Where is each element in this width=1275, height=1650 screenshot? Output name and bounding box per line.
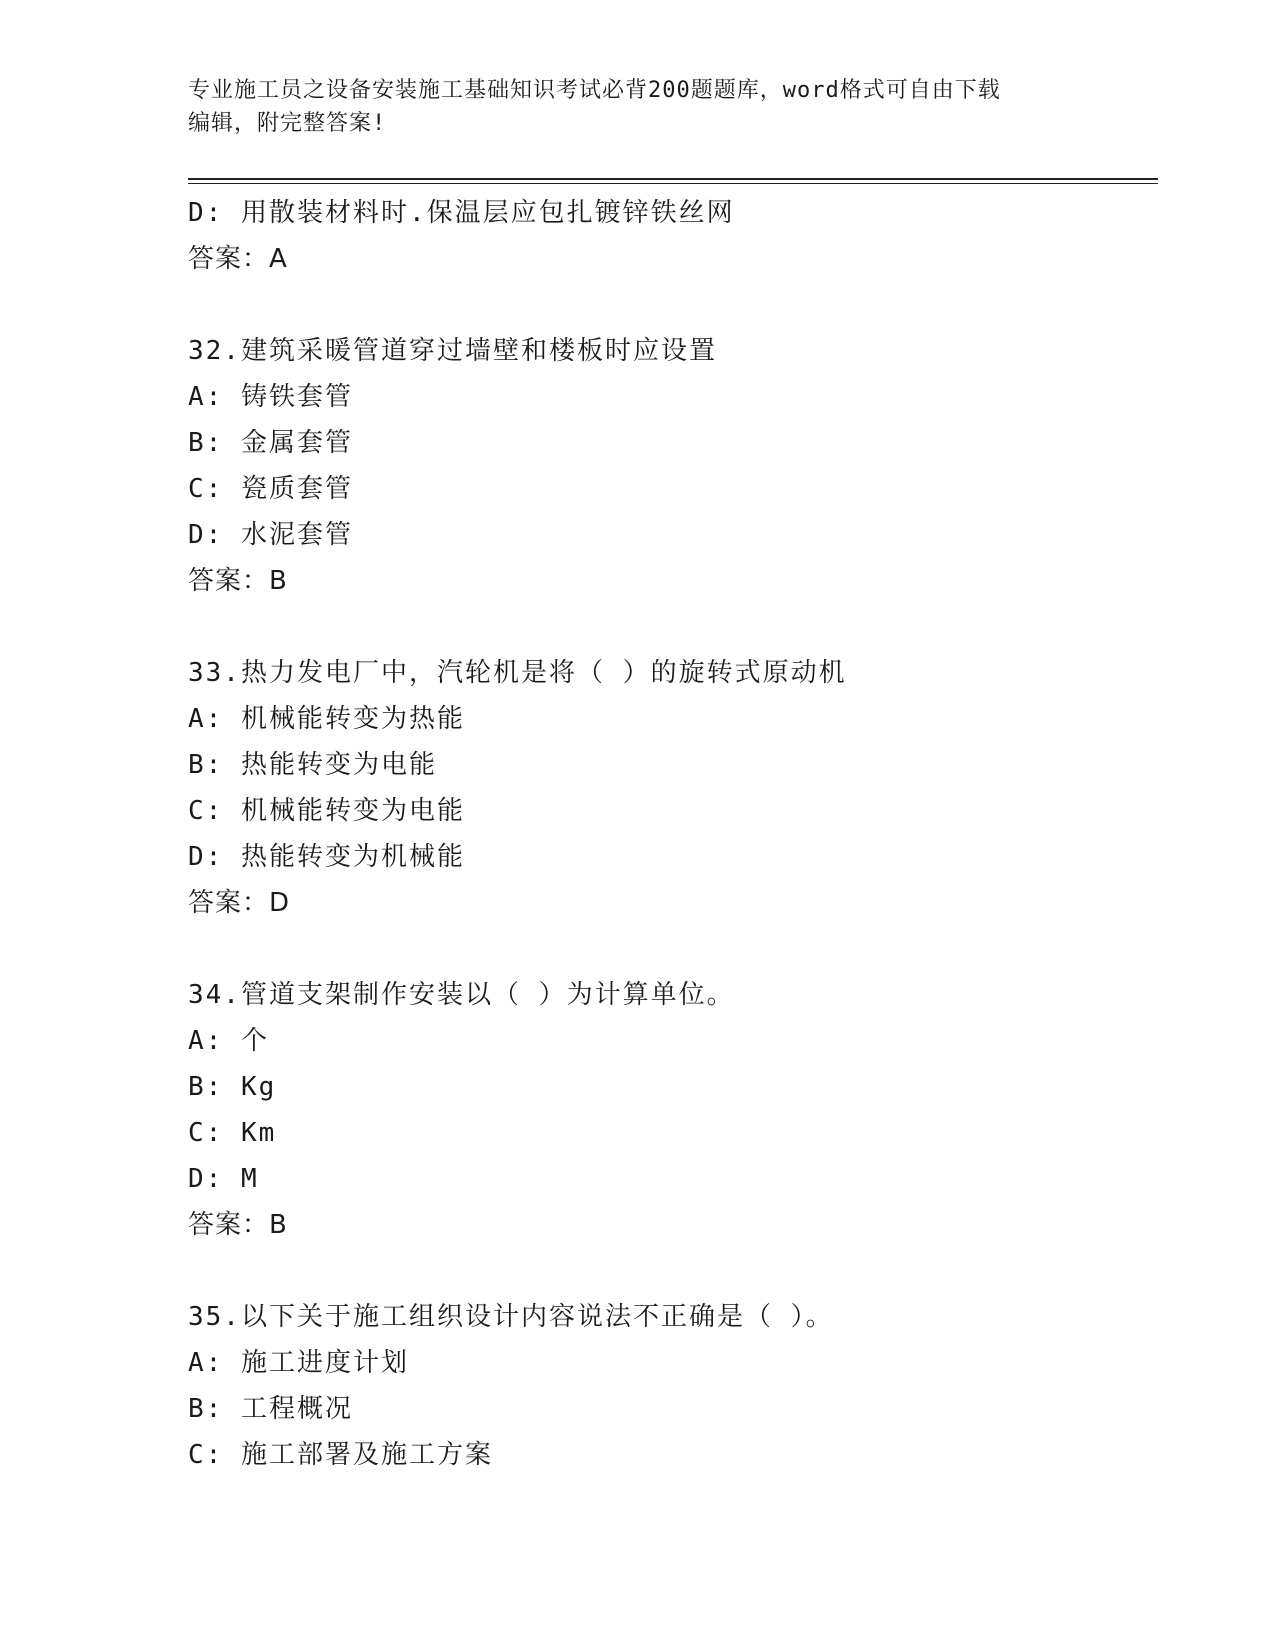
prev-option-d: D: 用散装材料时.保温层应包扎镀锌铁丝网 (188, 198, 735, 228)
q32-option-d: D: 水泥套管 (188, 520, 353, 550)
spacer (188, 282, 1148, 328)
q32-answer: 答案：B (188, 566, 288, 596)
q33-option-c: C: 机械能转变为电能 (188, 796, 465, 826)
q32-option-a: A: 铸铁套管 (188, 382, 353, 412)
q34-answer: 答案：B (188, 1210, 288, 1240)
q32-option-b: B: 金属套管 (188, 428, 353, 458)
prev-answer: 答案：A (188, 244, 288, 274)
q35-option-b: B: 工程概况 (188, 1394, 353, 1424)
q32-stem: 32.建筑采暖管道穿过墙壁和楼板时应设置 (188, 336, 717, 366)
q34-option-a: A: 个 (188, 1026, 269, 1056)
q32-option-c: C: 瓷质套管 (188, 474, 353, 504)
header-divider-thin (188, 183, 1158, 184)
question-content (188, 190, 1148, 1478)
spacer (188, 1248, 1148, 1294)
q35-stem: 35.以下关于施工组织设计内容说法不正确是（ ）。 (188, 1302, 834, 1332)
q34-option-d: D: M (188, 1164, 259, 1194)
q33-option-b: B: 热能转变为电能 (188, 750, 437, 780)
q35-option-c: C: 施工部署及施工方案 (188, 1440, 493, 1470)
q33-stem: 33.热力发电厂中，汽轮机是将（ ）的旋转式原动机 (188, 658, 847, 688)
q34-stem: 34.管道支架制作安装以（ ）为计算单位。 (188, 980, 735, 1010)
header-line-1: 专业施工员之设备安装施工基础知识考试必背200题题库，word格式可自由下载 (188, 78, 1001, 103)
q33-answer: 答案：D (188, 888, 291, 918)
document-header (188, 74, 1088, 140)
q35-option-a: A: 施工进度计划 (188, 1348, 409, 1378)
header-line-2: 编辑，附完整答案! (188, 111, 387, 136)
spacer (188, 604, 1148, 650)
header-divider-thick (188, 178, 1158, 180)
q34-option-b: B: Kg (188, 1072, 277, 1102)
q33-option-a: A: 机械能转变为热能 (188, 704, 465, 734)
q34-option-c: C: Km (188, 1118, 277, 1148)
spacer (188, 926, 1148, 972)
q33-option-d: D: 热能转变为机械能 (188, 842, 465, 872)
